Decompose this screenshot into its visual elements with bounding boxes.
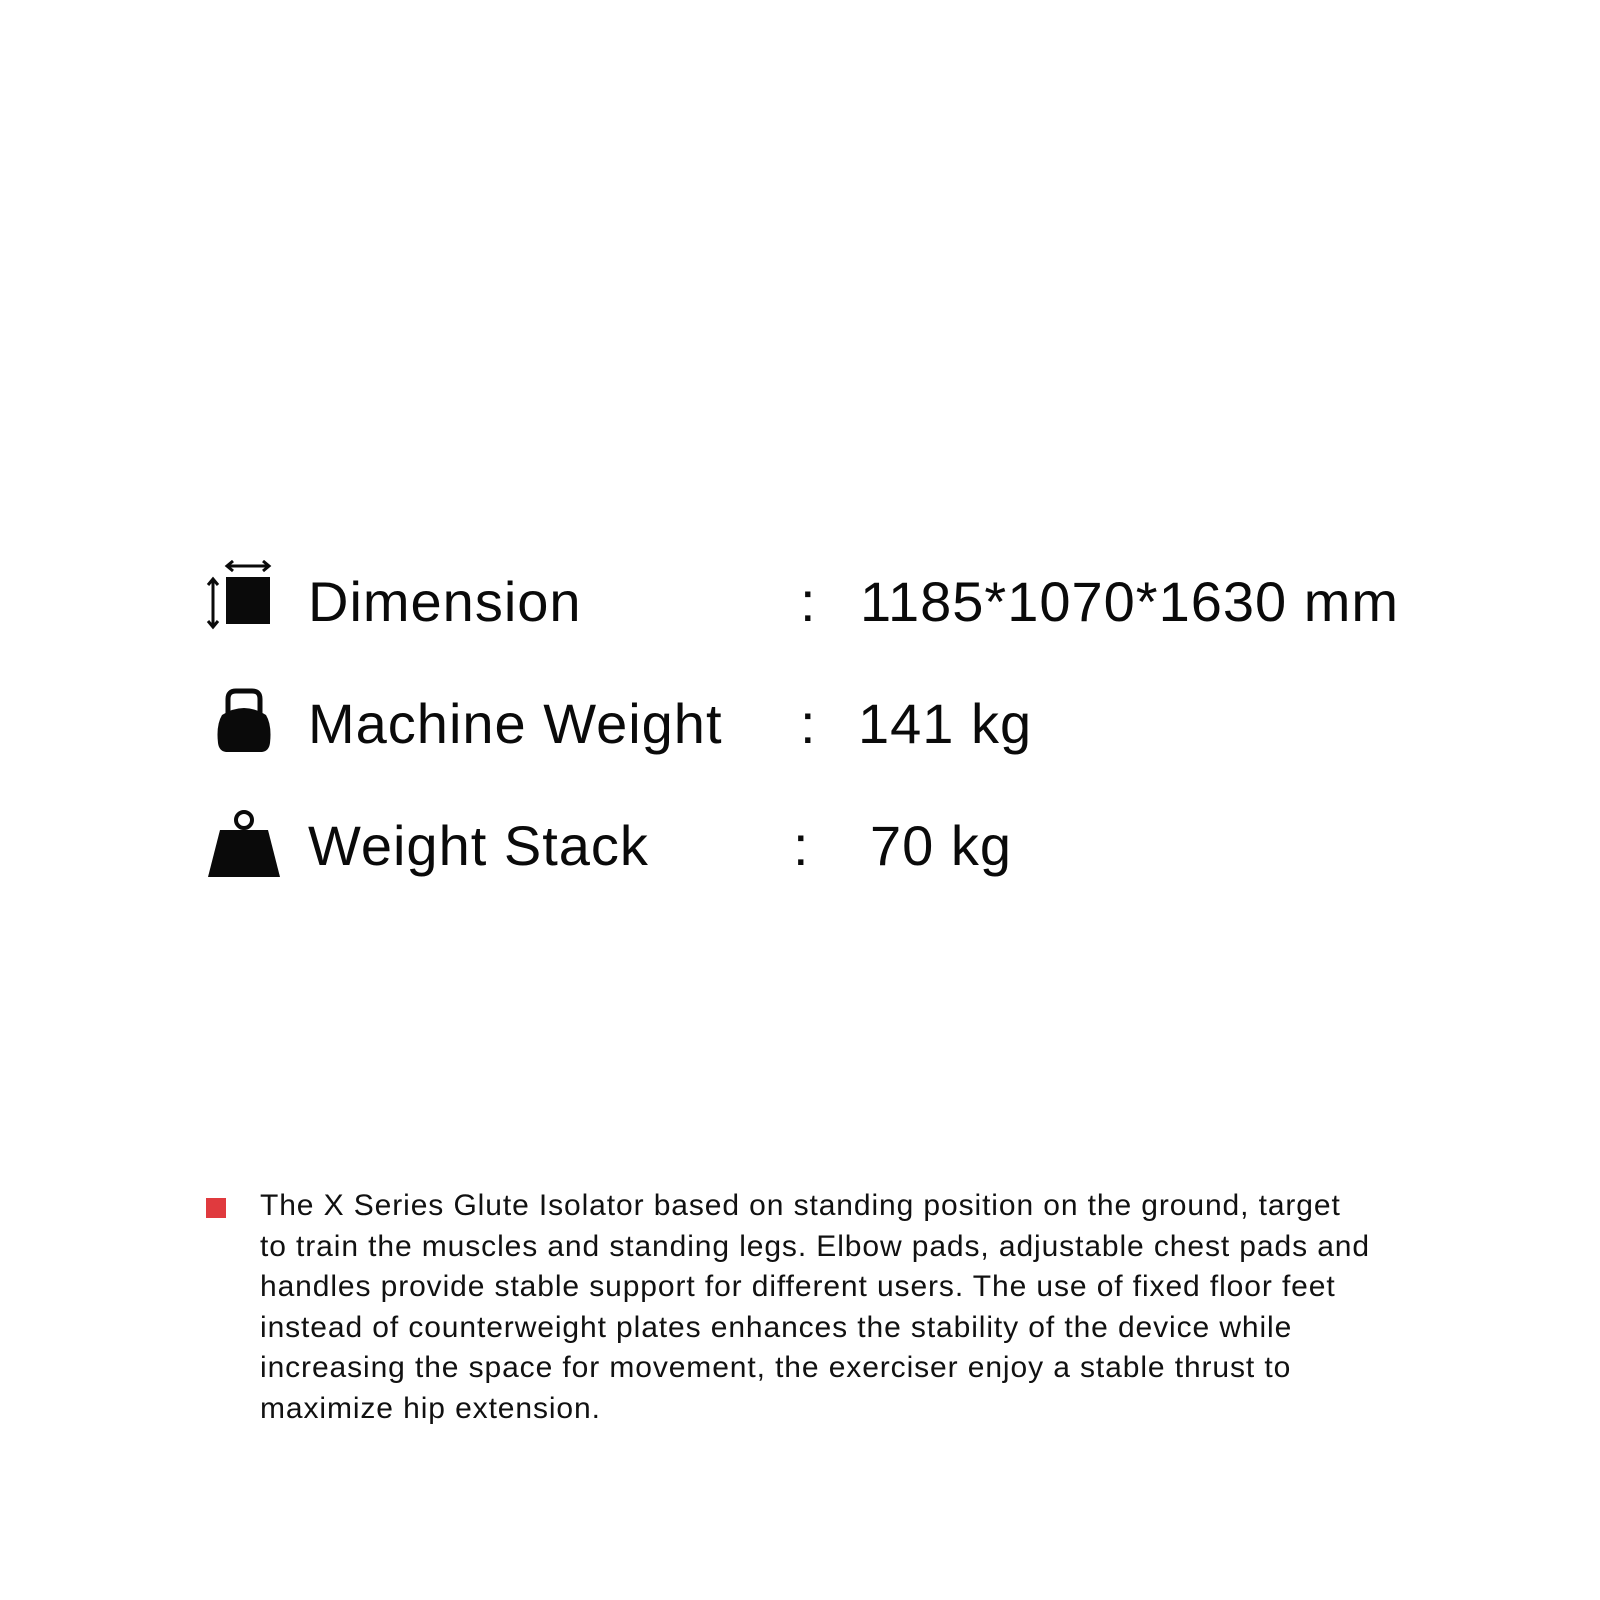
weight-stack-label: Weight Stack [308,814,649,877]
dimension-label: Dimension [308,570,582,633]
dimension-icon [206,560,282,636]
kettlebell-icon [206,685,282,761]
machine-weight-value: 141 kg [858,692,1033,755]
dimension-value: 1185*1070*1630 mm [860,570,1400,633]
dimension-colon: : [800,570,817,633]
spec-row-machine-weight [0,694,1600,804]
spec-row-dimension [0,572,1600,682]
description-text: The X Series Glute Isolator based on standing position on the ground, target to train the muscles and standing legs. Elbow pads, adjustable chest pads and handles provide stable support for different users. The use of fixed floor feet instead of counterweight plates enhances the stability of the device while increasing the space for movement, the exerciser enjoy a stable thrust to maximize hip extension. [260,1189,1370,1425]
red-square-bullet-icon [206,1198,226,1218]
machine-weight-label: Machine Weight [308,692,723,755]
weight-stack-colon: : [793,814,810,877]
machine-weight-colon: : [800,692,817,755]
spec-row-weight-stack [0,816,1600,926]
weight-icon [206,808,282,884]
weight-stack-value: 70 kg [870,814,1012,877]
